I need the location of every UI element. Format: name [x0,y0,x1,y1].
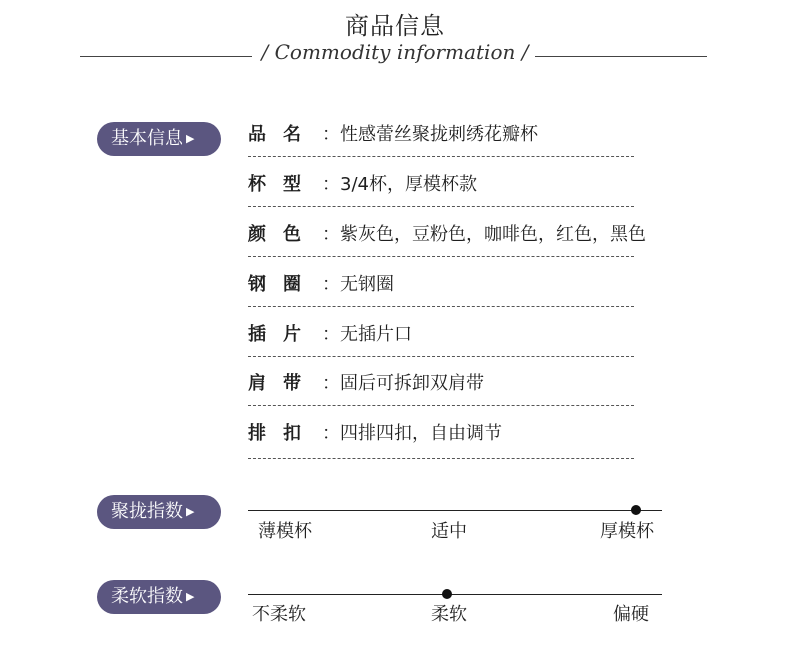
info-value: 无钢圈 [340,274,394,295]
page-subtitle: / Commodity information / [261,40,529,64]
push-index-marker [631,505,641,515]
softness-index-badge-label: 柔软指数 [111,586,183,607]
info-row [248,122,698,148]
softness-index-marker [442,589,452,599]
info-row [248,222,698,248]
basic-info-badge-label: 基本信息 [111,128,183,149]
info-value: 固后可拆卸双肩带 [340,373,484,394]
info-key: 排扣 [248,423,318,444]
push-index-badge [97,495,221,529]
push-label-thin: 薄模杯 [258,521,312,542]
soft-label-not-soft: 不柔软 [252,604,306,625]
push-label-medium: 适中 [431,521,467,542]
row-divider [248,356,634,357]
push-label-thick: 厚模杯 [600,521,654,542]
row-divider [248,458,634,459]
row-divider [248,206,634,207]
info-value: 3/4杯，厚模杯款 [340,174,477,195]
row-divider [248,256,634,257]
info-row [248,172,698,198]
info-key: 杯型 [248,174,318,195]
info-colon: ： [322,174,340,195]
info-value: 无插片口 [340,324,412,345]
triangle-right-icon: ▶ [186,132,195,145]
row-divider [248,306,634,307]
info-row [248,371,698,397]
info-value: 紫灰色，豆粉色，咖啡色，红色，黑色 [340,224,646,245]
info-key: 插片 [248,324,318,345]
soft-label-hard: 偏硬 [613,604,649,625]
info-key: 颜色 [248,224,318,245]
subtitle-left-rule [80,56,252,57]
softness-index-badge [97,580,221,614]
info-key: 钢圈 [248,274,318,295]
softness-index-scale [248,594,662,595]
info-colon: ： [322,224,340,245]
push-index-scale [248,510,662,511]
info-row [248,272,698,298]
info-colon: ： [322,124,340,145]
triangle-right-icon: ▶ [186,590,195,603]
push-index-badge-label: 聚拢指数 [111,501,183,522]
row-divider [248,156,634,157]
info-row [248,322,698,348]
subtitle-right-rule [535,56,707,57]
info-colon: ： [322,373,340,394]
info-colon: ： [322,423,340,444]
info-value: 四排四扣，自由调节 [340,423,502,444]
basic-info-badge [97,122,221,156]
info-row [248,421,698,447]
info-colon: ： [322,274,340,295]
info-value: 性感蕾丝聚拢刺绣花瓣杯 [340,124,538,145]
info-key: 肩带 [248,373,318,394]
soft-label-soft: 柔软 [431,604,467,625]
info-key: 品名 [248,124,318,145]
row-divider [248,405,634,406]
info-colon: ： [322,324,340,345]
triangle-right-icon: ▶ [186,505,195,518]
page-title: 商品信息 [345,12,445,40]
